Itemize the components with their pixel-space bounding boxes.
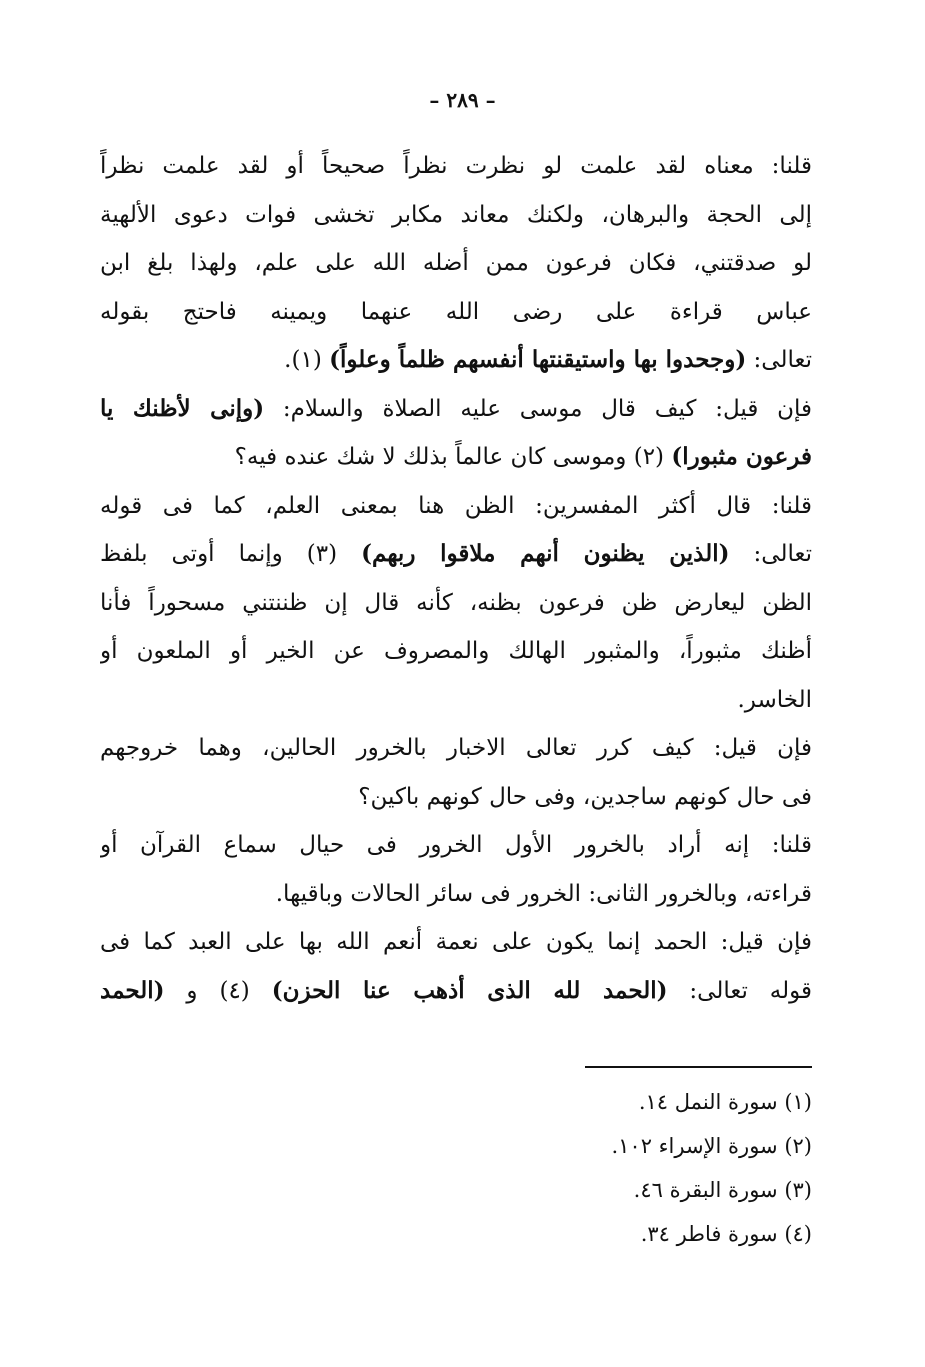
text-line xyxy=(100,967,812,1016)
text-line xyxy=(100,385,812,434)
text-run: (٢) وموسى كان عالماً بذلك لا شك عنده فيه؟ xyxy=(234,444,672,470)
text-run: الخاسر. xyxy=(737,686,812,713)
text-run: تعالى: xyxy=(729,541,812,567)
text-run: فإن قيل: كيف كرر تعالى الاخبار بالخرور الحالين، وهما خروجهم xyxy=(100,735,812,761)
footnote-ref: (١). xyxy=(284,347,330,373)
footnote-divider xyxy=(585,1066,812,1068)
footnote-item: (٢) سورة الإسراء ١٠٢. xyxy=(611,1134,812,1158)
footnote-item: (٣) سورة البقرة ٤٦. xyxy=(633,1178,812,1202)
text-run: إلى الحجة والبرهان، ولكنك معاند مكابر تخشى فوات دعوى الألهية xyxy=(100,201,812,228)
text-run: قلنا: معناه لقد علمت لو نظرت نظراً صحيحاً أو لقد علمت نظراً xyxy=(100,153,812,179)
text-line xyxy=(100,433,812,482)
text-line xyxy=(100,870,812,919)
text-run: فإن قيل: الحمد إنما يكون على نعمة أنعم الله بها على العبد كما فى xyxy=(100,929,812,955)
body-text xyxy=(100,142,812,1015)
text-run: فإن قيل: كيف قال موسى عليه الصلاة والسلام: xyxy=(264,395,812,422)
text-line xyxy=(100,142,812,191)
text-run: (٤) و xyxy=(164,977,272,1004)
text-line xyxy=(100,239,812,288)
footnote-item: (٤) سورة فاطر ٣٤. xyxy=(640,1222,812,1246)
footnotes xyxy=(420,1080,812,1256)
text-run: قوله تعالى: xyxy=(667,977,812,1004)
text-line xyxy=(100,191,812,240)
text-line xyxy=(100,336,812,385)
text-run: تعالى: xyxy=(746,347,812,373)
quran-quote: (وجحدوا بها واستيقنتها أنفسهم ظلماً وعلواً) xyxy=(329,346,747,373)
text-run: عباس قراءة على رضى الله عنهما ويمينه فاحتج بقوله xyxy=(100,298,812,325)
text-line xyxy=(100,821,812,870)
text-run: فى حال كونهم ساجدين، وفى حال كونهم باكين؟ xyxy=(358,783,812,810)
text-line xyxy=(100,579,812,628)
quran-quote: (وإنى لأظنك يا xyxy=(100,394,265,422)
text-run: قلنا: إنه أراد بالخرور الأول الخرور فى حيال سماع القرآن أو xyxy=(100,832,812,858)
quran-quote: (الحمد xyxy=(100,976,165,1004)
text-line xyxy=(100,773,812,822)
text-line xyxy=(100,676,812,725)
text-line xyxy=(100,627,812,676)
text-line xyxy=(100,530,812,579)
text-run: قراءته، وبالخرور الثانى: الخرور فى سائر الحالات وباقيها. xyxy=(275,880,812,907)
text-run: (٣) وإنما أوتى بلفظ xyxy=(100,541,362,567)
text-line xyxy=(100,482,812,531)
quran-quote: (الحمد لله الذى أذهب عنا الحزن) xyxy=(271,976,668,1004)
text-line xyxy=(100,918,812,967)
page-number: – ٢٨٩ – xyxy=(429,88,496,112)
footnote-item: (١) سورة النمل ١٤. xyxy=(638,1090,812,1114)
text-run: أظنك مثبوراً، والمثبور الهالك والمصروف عن الخير أو الملعون أو xyxy=(100,638,812,664)
quran-quote: (الذين يظنون أنهم ملاقوا ربهم) xyxy=(361,540,730,567)
text-run: لو صدقتني، فكان فرعون ممن أضله الله على علم، ولهذا بلغ ابن xyxy=(100,250,812,276)
text-run: قلنا: قال أكثر المفسرين: الظن هنا بمعنى العلم، كما فى قوله xyxy=(100,492,812,519)
text-line xyxy=(100,724,812,773)
text-line xyxy=(100,288,812,337)
quran-quote: فرعون مثبورا) xyxy=(671,443,812,470)
text-run: الظن ليعارض ظن فرعون بظنه، كأنه قال إن ظننتني مسحوراً فأنا xyxy=(100,589,812,616)
